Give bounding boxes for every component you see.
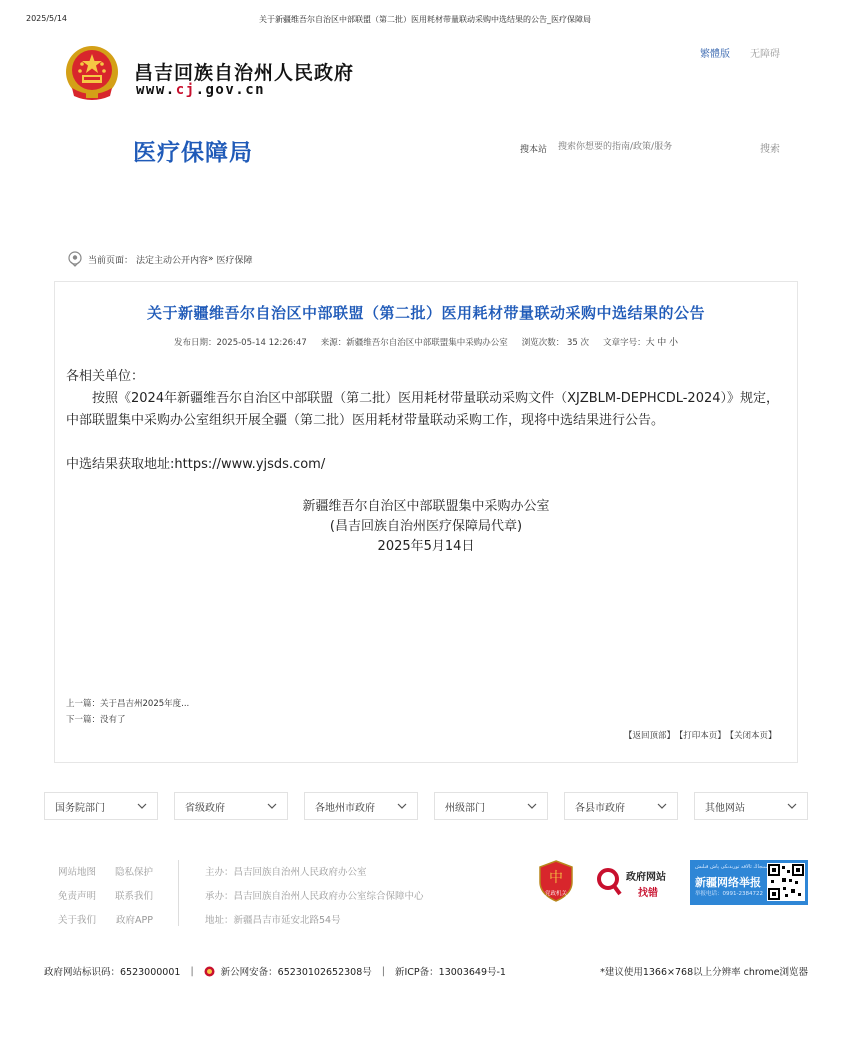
breadcrumb-item-medical[interactable]: 医疗保障 xyxy=(216,255,253,266)
accessibility-link[interactable]: 无障碍 xyxy=(750,49,780,60)
back-to-top-button[interactable]: 【返回顶部】 xyxy=(624,731,676,741)
footer-divider xyxy=(178,860,179,926)
footer-address: 地址：新疆昌吉市延安北路54号 xyxy=(205,915,341,926)
footer-link-app[interactable]: 政府APP xyxy=(116,915,153,926)
breadcrumb-separator: » xyxy=(208,254,214,264)
footer-link-disclaimer[interactable]: 免责声明 xyxy=(58,891,97,902)
article-paragraph: 按照《2024年新疆维吾尔自治区中部联盟（第二批）医用耗材带量联动采购文件（XJZBLM-DEPHCDL-2024）》规定，中部联盟集中采购办公室组织开展全疆（第二批）医用耗材带量联动采购工作，现将中选结果进行公告。 xyxy=(66,391,780,428)
national-emblem-icon[interactable] xyxy=(60,42,124,106)
svg-text:中: 中 xyxy=(549,870,563,886)
source-label: 来源： xyxy=(320,338,347,348)
footer-info xyxy=(205,861,424,933)
search-scope[interactable]: 搜本站 xyxy=(520,145,548,155)
dropdown-label: 省级政府 xyxy=(185,802,225,814)
font-large-button[interactable]: 大 xyxy=(645,338,655,348)
qr-code-icon xyxy=(767,863,805,901)
dropdown-label: 各县市政府 xyxy=(575,802,625,814)
breadcrumb-item-public-content[interactable]: 法定主动公开内容 xyxy=(136,255,209,266)
site-url[interactable] xyxy=(136,82,265,98)
url-prefix: www. xyxy=(136,82,176,98)
footer-link-privacy[interactable]: 隐私保护 xyxy=(114,867,153,878)
location-pin-icon xyxy=(68,251,82,267)
views-label: 浏览次数： xyxy=(521,338,565,348)
dropdown-label: 各地州市政府 xyxy=(315,802,375,814)
police-badge-icon xyxy=(204,966,215,977)
footer-link-sitemap[interactable]: 网站地图 xyxy=(58,867,97,878)
party-government-badge-icon[interactable] xyxy=(538,860,574,902)
view-count: 35 xyxy=(567,338,578,348)
breadcrumb xyxy=(68,250,253,268)
report-uyghur-text: شىنجاڭ ئالاقە تورىدىكى پاش قىلىش xyxy=(695,864,770,870)
jiucuo-line1: 政府网站 xyxy=(626,872,666,883)
next-article-label: 下一篇：没有了 xyxy=(66,715,126,725)
magnifier-icon xyxy=(596,866,622,896)
chevron-down-icon xyxy=(657,803,667,809)
close-page-button[interactable]: 【关闭本页】 xyxy=(729,731,777,741)
signature-date: 2025年5月14日 xyxy=(377,539,475,554)
print-date: 2025/5/14 xyxy=(26,14,68,23)
font-medium-button[interactable]: 中 xyxy=(657,338,667,348)
department-title[interactable]: 医疗保障局 xyxy=(133,140,253,166)
public-security-record[interactable]: 新公网安备：65230102652308号 xyxy=(220,967,372,978)
article-tools xyxy=(620,729,777,741)
article-meta xyxy=(54,335,798,348)
site-name[interactable]: 昌吉回族自治州人民政府 xyxy=(134,62,355,84)
report-phone: 举报电话：0991-2384722 xyxy=(695,891,763,897)
dropdown-state-council[interactable] xyxy=(44,792,158,820)
dropdown-prefectures[interactable] xyxy=(304,792,418,820)
party-badge-label: 党政机关 xyxy=(544,891,568,897)
footer-link-contact[interactable]: 联系我们 xyxy=(114,891,153,902)
browser-tip: *建议使用1366×768以上分辨率 chrome浏览器 xyxy=(600,967,808,978)
url-suffix: .gov.cn xyxy=(195,82,266,98)
icp-record[interactable]: 新ICP备：13003649号-1 xyxy=(394,967,506,978)
font-small-button[interactable]: 小 xyxy=(669,338,679,348)
chevron-down-icon xyxy=(267,803,277,809)
chevron-down-icon xyxy=(137,803,147,809)
previous-article-link[interactable]: 上一篇：关于昌吉州2025年度... xyxy=(66,699,190,709)
signature-org: 新疆维吾尔自治区中部联盟集中采购办公室 xyxy=(302,499,550,514)
search-button[interactable]: 搜索 xyxy=(760,144,780,155)
government-site-error-report[interactable] xyxy=(596,862,676,900)
print-title: 关于新疆维吾尔自治区中部联盟（第二批）医用耗材带量联动采购中选结果的公告_医疗保障局 xyxy=(259,15,591,24)
publish-date: 2025-05-14 12:26:47 xyxy=(216,338,307,348)
chevron-down-icon xyxy=(787,803,797,809)
traditional-chinese-link[interactable]: 繁體版 xyxy=(700,49,730,60)
footer-sponsor: 主办：昌吉回族自治州人民政府办公室 xyxy=(205,867,367,878)
dropdown-provincial[interactable] xyxy=(174,792,288,820)
dropdown-label: 国务院部门 xyxy=(55,802,105,814)
publish-label: 发布日期： xyxy=(173,338,217,348)
breadcrumb-prefix: 当前页面： xyxy=(88,255,134,266)
xinjiang-network-report-banner[interactable] xyxy=(690,860,808,905)
dropdown-state-departments[interactable] xyxy=(434,792,548,820)
search-input[interactable] xyxy=(558,138,748,156)
dropdown-label: 州级部门 xyxy=(445,802,485,814)
footer-organizer: 承办：昌吉回族自治州人民政府办公室综合保障中心 xyxy=(205,891,424,902)
dropdown-counties[interactable] xyxy=(564,792,678,820)
report-title: 新疆网络举报 xyxy=(695,876,761,889)
chevron-down-icon xyxy=(527,803,537,809)
views-unit: 次 xyxy=(580,338,590,348)
article-salutation: 各相关单位： xyxy=(66,369,145,384)
article-title: 关于新疆维吾尔自治区中部联盟（第二批）医用耗材带量联动采购中选结果的公告 xyxy=(146,304,705,322)
related-sites-bar xyxy=(44,792,808,820)
footer-registration-bar: 政府网站标识码：6523000001 | 新公网安备：65230102652308号 | 新ICP备：13003649号-1 *建议使用1366×768以上分辨率 chrome浏览器 xyxy=(44,965,808,978)
url-highlight: cj xyxy=(175,82,196,98)
dropdown-label: 其他网站 xyxy=(705,802,745,814)
signature-proxy: (昌吉回族自治州医疗保障局代章) xyxy=(329,519,523,534)
jiucuo-line2: 找错 xyxy=(638,888,658,899)
footer-link-about[interactable]: 关于我们 xyxy=(58,915,97,926)
footer-links xyxy=(58,861,168,933)
site-identification-code: 政府网站标识码：6523000001 xyxy=(44,967,181,978)
dropdown-other-sites[interactable] xyxy=(694,792,808,820)
article-source: 新疆维吾尔自治区中部联盟集中采购办公室 xyxy=(346,338,508,348)
chevron-down-icon xyxy=(397,803,407,809)
font-size-label: 文章字号： xyxy=(603,338,646,348)
print-page-button[interactable]: 【打印本页】 xyxy=(679,731,726,741)
result-link[interactable]: 中选结果获取地址:https://www.yjsds.com/ xyxy=(66,457,326,472)
print-header xyxy=(0,14,850,28)
